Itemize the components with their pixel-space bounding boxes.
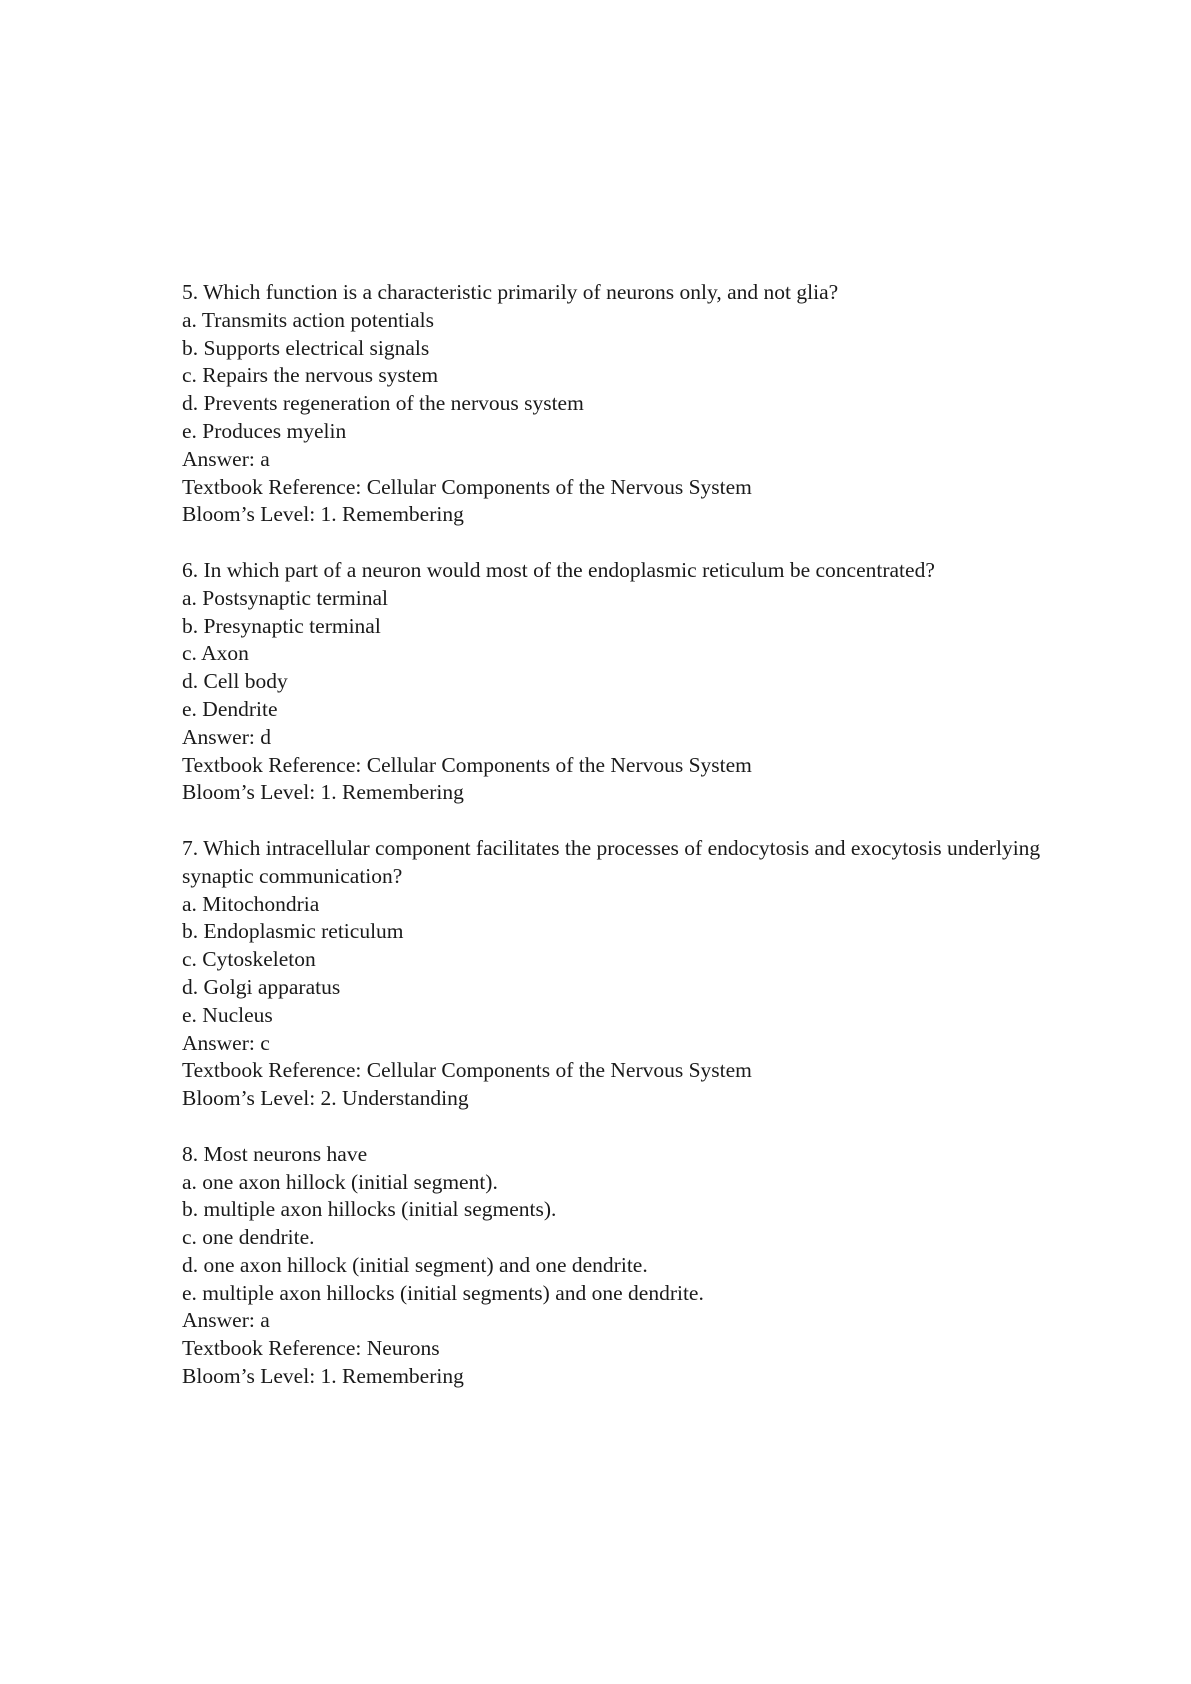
option-a: a. Transmits action potentials [182, 307, 435, 332]
question-stem: 6. In which part of a neuron would most of the endoplasmic reticulum be concentrated? [182, 557, 935, 582]
blooms-level: Bloom’s Level: 1. Remembering [182, 502, 464, 527]
question-list [182, 279, 1062, 1391]
option-d: d. Prevents regeneration of the nervous system [182, 391, 584, 416]
option-e: e. Dendrite [182, 696, 278, 721]
option-a: a. one axon hillock (initial segment). [182, 1169, 498, 1194]
question-5 [182, 279, 1062, 529]
answer-line: Answer: d [182, 724, 271, 749]
option-e: e. Nucleus [182, 1002, 273, 1027]
question-stem: 8. Most neurons have [182, 1141, 368, 1166]
textbook-reference: Textbook Reference: Cellular Components of the Nervous System [182, 474, 752, 499]
question-7 [182, 835, 1062, 1113]
option-c: c. Repairs the nervous system [182, 363, 439, 388]
textbook-reference: Textbook Reference: Cellular Components of the Nervous System [182, 752, 752, 777]
option-d: d. one axon hillock (initial segment) and one dendrite. [182, 1252, 648, 1277]
answer-line: Answer: a [182, 1308, 270, 1333]
option-e: e. Produces myelin [182, 418, 347, 443]
question-stem: 7. Which intracellular component facilitates the processes of endocytosis and exocytosis underlying synaptic communication? [182, 835, 1041, 888]
option-a: a. Mitochondria [182, 891, 320, 916]
option-d: d. Golgi apparatus [182, 974, 341, 999]
option-c: c. Cytoskeleton [182, 947, 316, 972]
option-d: d. Cell body [182, 669, 288, 694]
option-b: b. multiple axon hillocks (initial segments). [182, 1197, 557, 1222]
option-b: b. Supports electrical signals [182, 335, 430, 360]
textbook-reference: Textbook Reference: Cellular Components of the Nervous System [182, 1058, 752, 1083]
option-b: b. Presynaptic terminal [182, 613, 381, 638]
question-6 [182, 557, 1062, 807]
blooms-level: Bloom’s Level: 1. Remembering [182, 780, 464, 805]
answer-line: Answer: c [182, 1030, 270, 1055]
option-c: c. Axon [182, 641, 249, 666]
option-c: c. one dendrite. [182, 1225, 315, 1250]
textbook-reference: Textbook Reference: Neurons [182, 1336, 440, 1361]
blooms-level: Bloom’s Level: 2. Understanding [182, 1086, 469, 1111]
option-b: b. Endoplasmic reticulum [182, 919, 404, 944]
question-stem: 5. Which function is a characteristic primarily of neurons only, and not glia? [182, 280, 839, 304]
option-e: e. multiple axon hillocks (initial segments) and one dendrite. [182, 1280, 704, 1305]
option-a: a. Postsynaptic terminal [182, 585, 389, 610]
question-8 [182, 1141, 1062, 1391]
blooms-level: Bloom’s Level: 1. Remembering [182, 1364, 464, 1389]
answer-line: Answer: a [182, 446, 270, 471]
